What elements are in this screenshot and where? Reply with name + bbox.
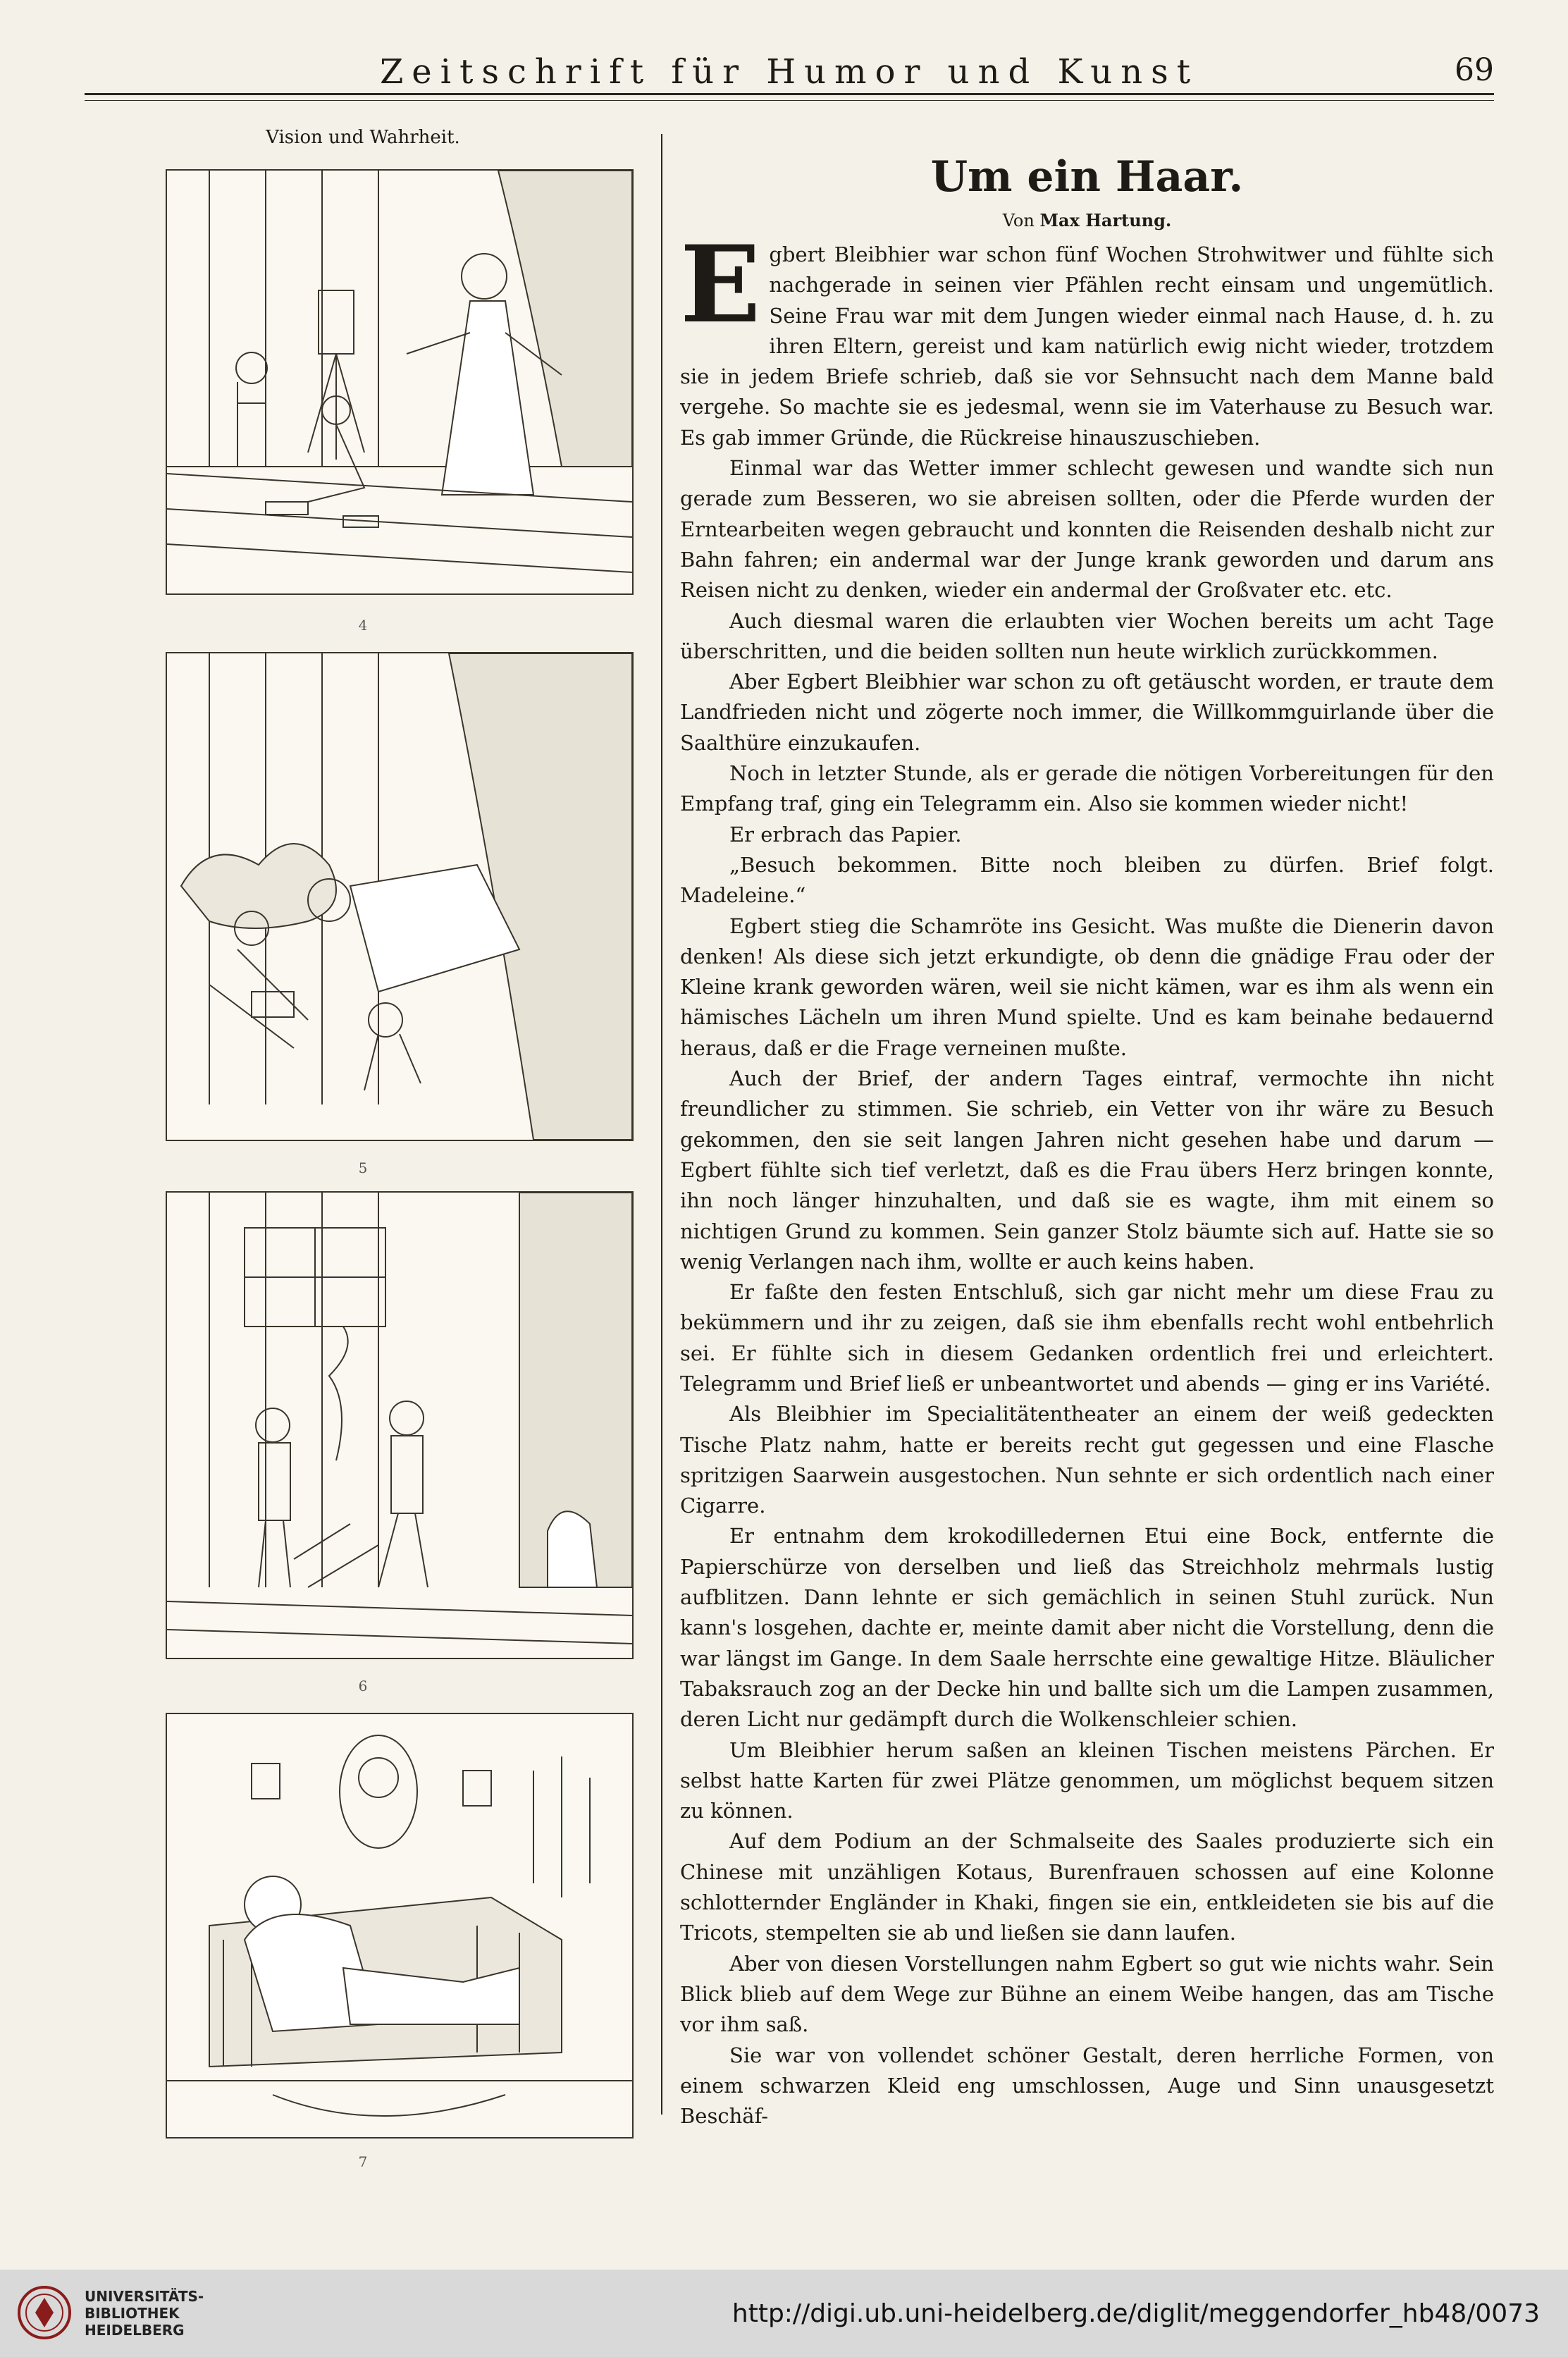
article-paragraph: Sie war von vollendet schöner Gestalt, deren herrliche Formen, von einem schwarzen Kleid eng umschlossen, Auge und Sinn unausgesetzt Beschäf- — [680, 2043, 1494, 2129]
library-name-line-1: UNIVERSITÄTS- — [85, 2288, 204, 2305]
page-number: 69 — [1455, 52, 1494, 88]
illustration-caption: Vision und Wahrheit. — [266, 127, 460, 148]
panel-3-drawing — [167, 1193, 632, 1658]
university-seal-icon — [17, 2285, 72, 2340]
article-paragraph: Um Bleibhier herum saßen an kleinen Tischen meistens Pärchen. Er selbst hatte Karten für zwei Plätze genommen, um möglichst bequem sitzen zu können. — [680, 1737, 1494, 1823]
article-paragraph: Auf dem Podium an der Schmalseite des Saales produzierte sich ein Chinese mit unzähligen Kotaus, Burenfrauen schossen auf eine Kolonne schlotternder Engländer in Khaki, fingen sie ein, entkleideten sie bis auf die Tricots, stempelten sie ab und ließen sie dann laufen. — [680, 1829, 1494, 1945]
panel-2-drawing — [167, 653, 632, 1140]
illustration-panel-2 — [166, 652, 634, 1141]
header-rule-thin — [85, 100, 1494, 101]
article-author: Max Hartung. — [1039, 210, 1172, 230]
library-name-line-2: BIBLIOTHEK — [85, 2305, 180, 2322]
journal-title: Zeitschrift für Humor und Kunst — [379, 52, 1199, 92]
article-paragraph: Er entnahm dem krokodilledernen Etui eine Bock, entfernte die Papierschürze von derselben und ließ das Streichholz mehrmals lustig aufblitzen. Dann lehnte er sich gemächlich in seinen Stuhl zurück. Nun kann's losgehen, dachte er, meinte damit aber nicht die Vorstellung, denn die war längst im Gange. In dem Saale herrschte eine gewaltige Hitze. Bläulicher Tabaksrauch zog an der Decke hin und ballte sich um die Lampen zusammen, deren Licht nur gedämpft durch die Wolkenschleier schien. — [680, 1524, 1494, 1732]
first-paragraph-text: gbert Bleibhier war schon fünf Wochen Strohwitwer und fühlte sich nachgerade in seinen vier Pfählen recht einsam und ungemütlich. Seine Frau war mit dem Jungen wieder einmal nach Hause, d. h. zu ihren Eltern, gereist und kam natürlich ewig nicht wieder, trotzdem sie in jedem Briefe schrieb, daß sie vor Sehnsucht nach dem Manne bald vergehe. So machte sie es jedesmal, wenn sie im Vaterhause zu Besuch war. Es gab immer Gründe, die Rückreise hinauszuschieben. — [680, 242, 1494, 450]
article-paragraph: Egbert stieg die Schamröte ins Gesicht. Was mußte die Dienerin davon denken! Als diese sich jetzt erkundigte, ob denn die gnädige Frau oder der Kleine krank geworden wären, weil sie nicht kämen, war es ihm als wenn ein hämisches Lächeln um ihren Mund spielte. Und es kam beinahe bedauernd heraus, daß er die Frage verneinen mußte. — [680, 913, 1494, 1060]
article-paragraph: Aber Egbert Bleibhier war schon zu oft getäuscht worden, er traute dem Landfrieden nicht und zögerte noch immer, die Willkommguirlande über die Saalthüre einzukaufen. — [680, 670, 1494, 755]
library-name — [85, 2288, 204, 2339]
illustration-column — [85, 106, 641, 2170]
panel-number-5: 5 — [358, 1159, 368, 1176]
article-paragraph: Er faßte den festen Entschluß, sich gar nicht mehr um diese Frau zu bekümmern und ihr zu zeigen, daß sie ihm ebenfalls recht wohl entbehrlich sei. Er fühlte sich in diesem Gedanken ordentlich frei und erleichtert. Telegramm und Brief ließ er unbeantwortet und abends — ging er ins Variété. — [680, 1280, 1494, 1396]
panel-number-6: 6 — [358, 1678, 368, 1694]
article-byline — [680, 210, 1494, 230]
illustration-panel-4 — [166, 1713, 634, 2138]
footer-bar — [0, 2270, 1568, 2357]
drop-cap: E — [680, 223, 761, 347]
article-paragraph: Einmal war das Wetter immer schlecht gewesen und wandte sich nun gerade zum Besseren, wo sie abreisen sollten, oder die Pferde wurden der Erntearbeiten wegen gebraucht und konnten die Reisenden deshalb nicht zur Bahn fahren; ein andermal war der Junge krank geworden und darum ans Reisen nicht zu denken, wieder ein andermal der Großvater etc. etc. — [680, 456, 1494, 603]
article-paragraph: Aber von diesen Vorstellungen nahm Egbert so gut wie nichts wahr. Sein Blick blieb auf dem Wege zur Bühne an einem Weibe hangen, das am Tische vor ihm saß. — [680, 1951, 1494, 2037]
byline-prefix: Von — [1002, 211, 1035, 230]
running-header — [85, 49, 1494, 92]
article-title: Um ein Haar. — [930, 152, 1244, 202]
illustration-panel-3 — [166, 1191, 634, 1659]
article-paragraph: Als Bleibhier im Specialitätentheater an einem der weiß gedeckten Tische Platz nahm, hatte er bereits recht gut gegessen und eine Flasche spritzigen Saarwein ausgestochen. Nun sehnte er sich ordentlich nach einer Cigarre. — [680, 1402, 1494, 1518]
article-column — [680, 141, 1494, 2171]
column-divider — [661, 134, 662, 2115]
article-paragraph: Auch der Brief, der andern Tages eintraf, vermochte ihn nicht freundlicher zu stimmen. Sie schrieb, ein Vetter von ihr wäre zu Besuch gekommen, den sie seit langen Jahren nicht gesehen habe und darum — Egbert fühlte sich tief verletzt, daß es die Frau übers Herz bringen konnte, ihn noch länger hinzuhalten, und daß sie es wagte, ihm mit einem so nichtigen Grund zu kommen. Sein ganzer Stolz bäumte sich auf. Hatte sie so wenig Verlangen nach ihm, wollte er auch keins haben. — [680, 1066, 1494, 1274]
library-name-line-3: HEIDELBERG — [85, 2322, 185, 2339]
header-rule — [85, 93, 1494, 95]
panel-number-7: 7 — [358, 2153, 368, 2170]
article-paragraph: Auch diesmal waren die erlaubten vier Wochen bereits um acht Tage überschritten, und die beiden sollten nun heute wirklich zurückkommen. — [680, 608, 1494, 663]
illustration-panel-1 — [166, 169, 634, 595]
panel-4-drawing — [167, 1714, 632, 2137]
panel-number-4: 4 — [358, 617, 368, 634]
article-body — [680, 223, 1494, 2131]
panel-1-drawing — [167, 171, 632, 593]
article-paragraph-1 — [680, 223, 1494, 453]
article-paragraph: Noch in letzter Stunde, als er gerade die nötigen Vorbereitungen für den Empfang traf, ging ein Telegramm ein. Also sie kommen wieder nicht! — [680, 761, 1494, 816]
article-paragraph: Er erbrach das Papier. — [729, 822, 962, 847]
source-url-link[interactable]: http://digi.ub.uni-heidelberg.de/diglit/meggendorfer_hb48/0073 — [731, 2299, 1540, 2328]
article-paragraph: „Besuch bekommen. Bitte noch bleiben zu dürfen. Brief folgt. Madeleine.“ — [680, 852, 1494, 908]
